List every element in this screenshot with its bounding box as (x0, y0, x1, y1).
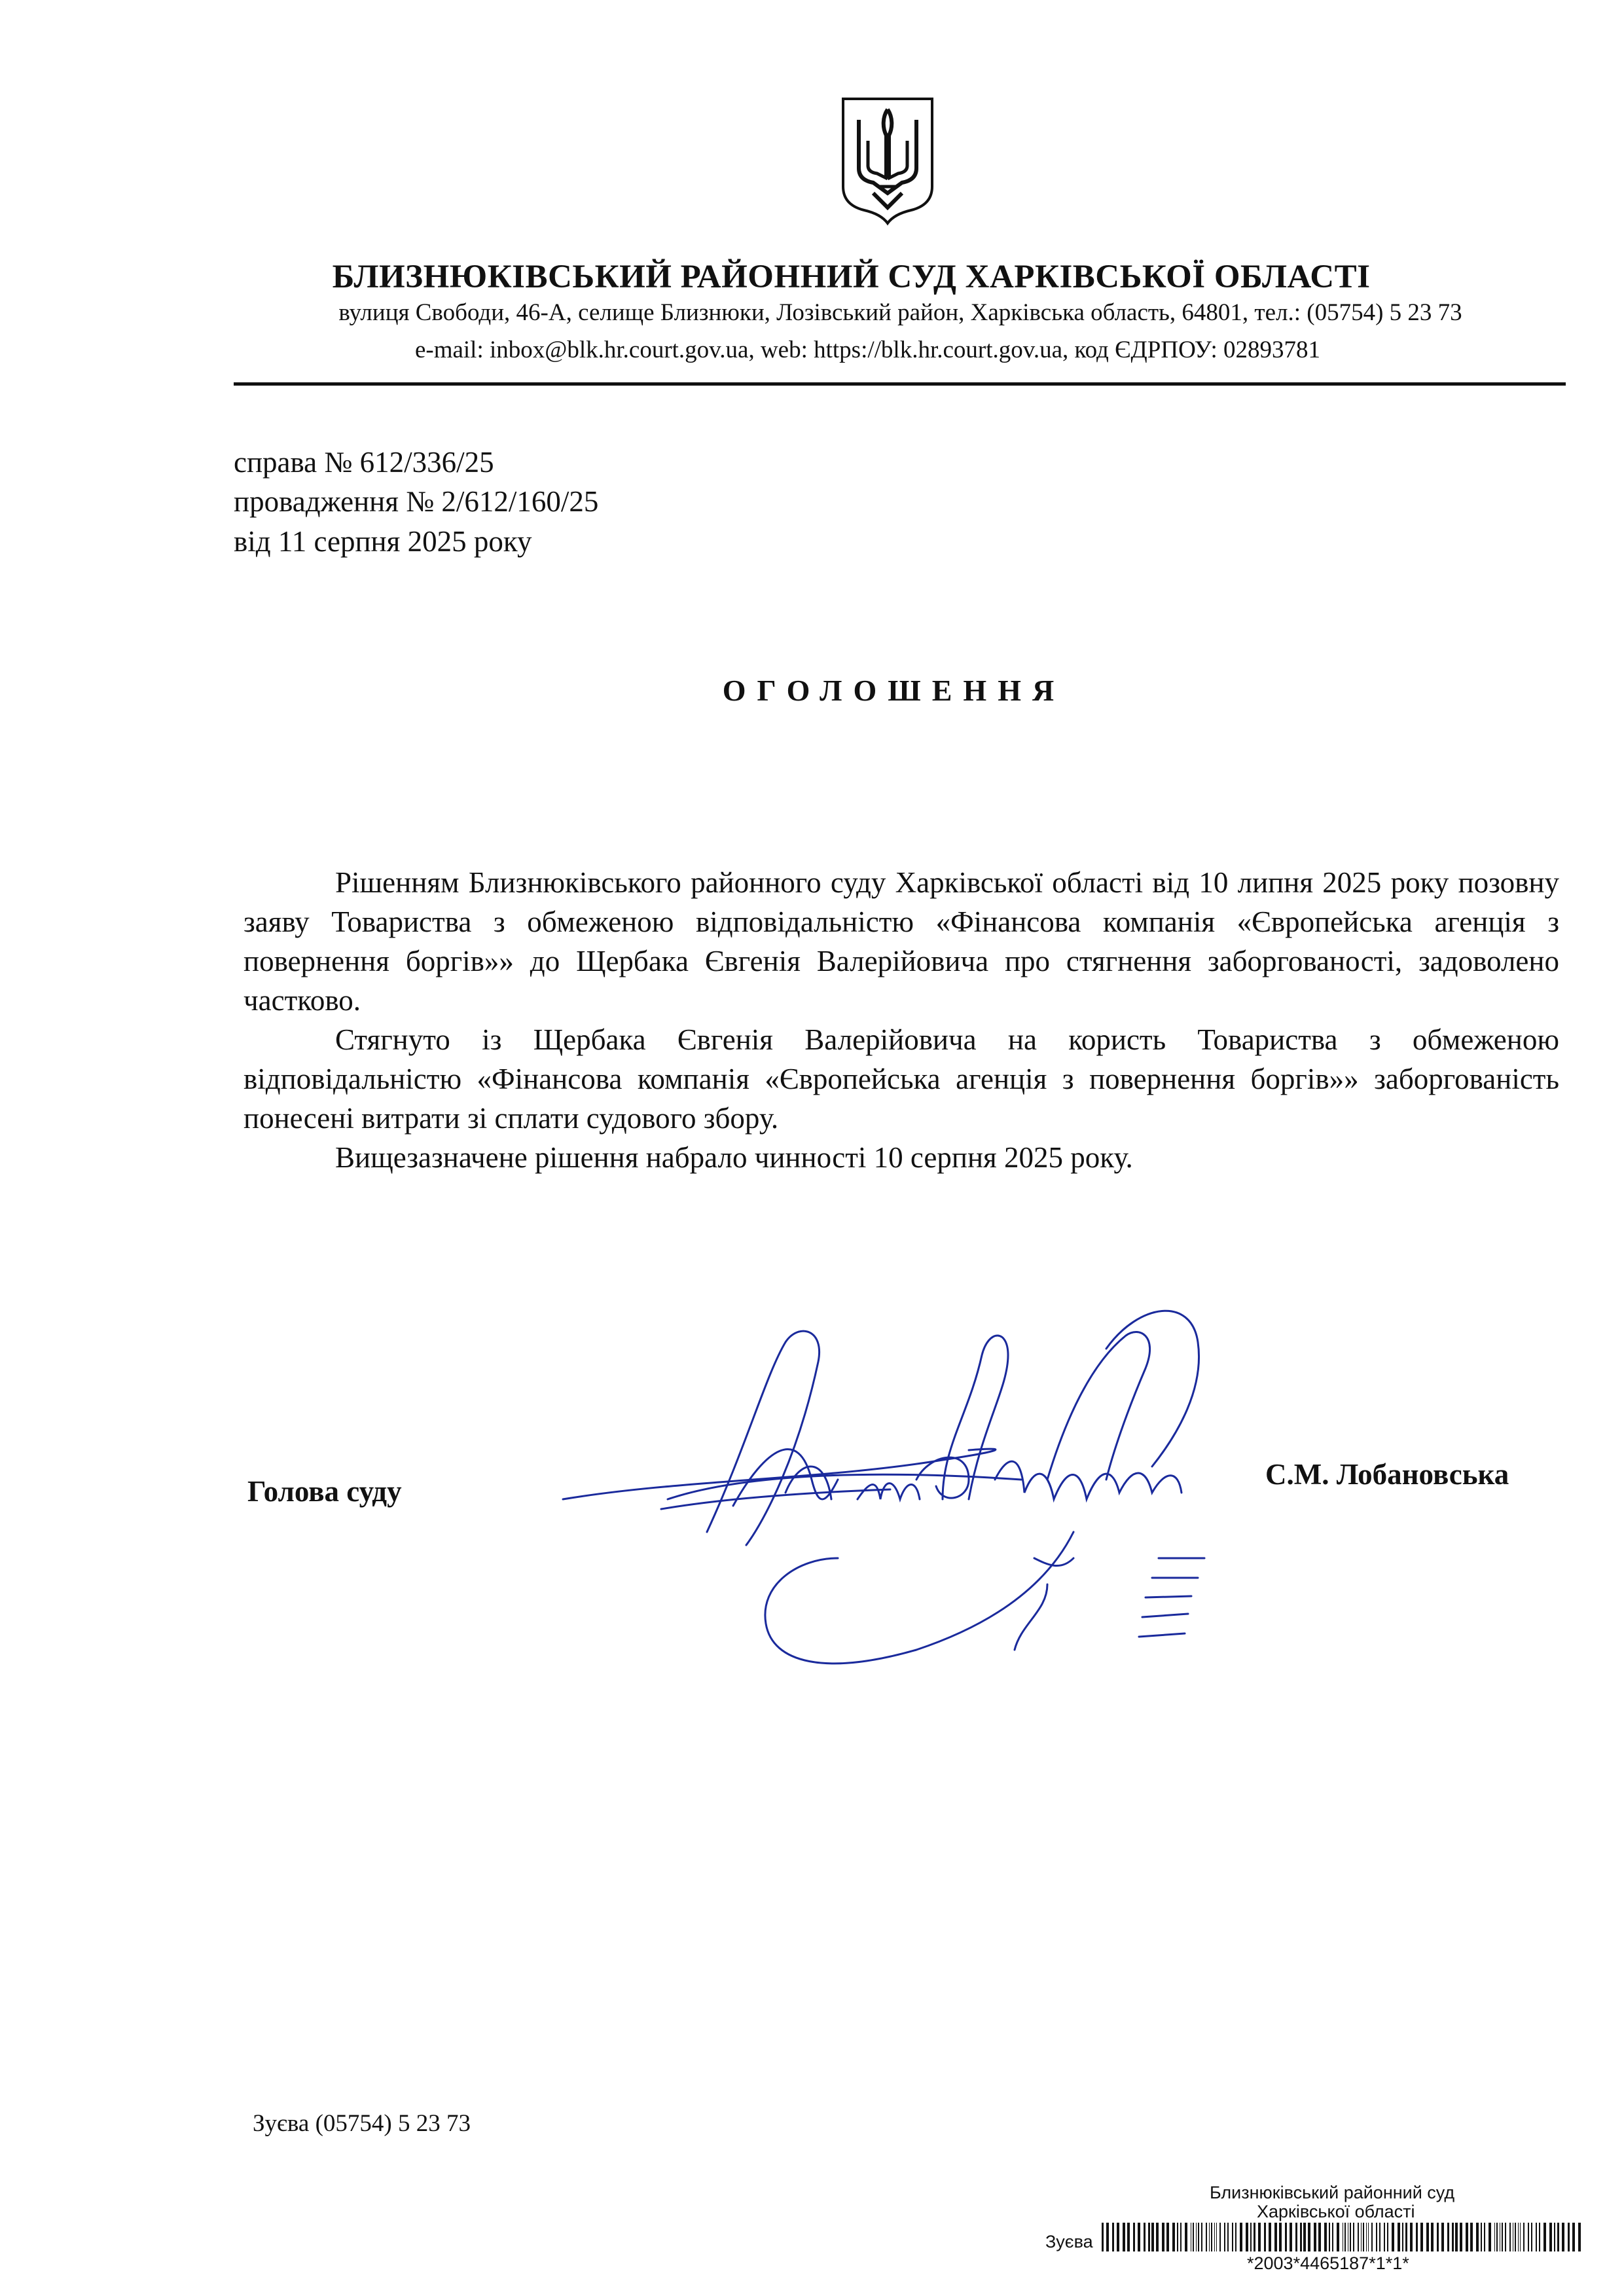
registration-stamp-court: Близнюківський районний суд (1210, 2183, 1455, 2202)
registration-stamp-executor: Зуєва (1045, 2232, 1093, 2251)
paragraph-decision: Рішенням Близнюківського районного суду Харківської області від 10 липня 2025 року позовну заяву Товариства з обмеженою відповідальністю «Фінансова компанія «Європейська агенція з повернення боргів»» до Щербака Євгенія Валерійовича про стягнення заборгованості, задоволено частково. (244, 866, 1559, 1017)
signer-title: Голова суду (247, 1475, 402, 1508)
case-number: справа № 612/336/25 (234, 446, 494, 479)
court-name: БЛИЗНЮКІВСЬКИЙ РАЙОННИЙ СУД ХАРКІВСЬКОЇ ОБЛАСТІ (332, 259, 1371, 295)
registration-stamp-region: Харківської області (1257, 2202, 1415, 2221)
signer-name: С.М. Лобановська (1265, 1458, 1509, 1491)
coat-of-arms-icon (839, 95, 936, 226)
paragraph-effective-date: Вищезазначене рішення набрало чинності 10 серпня 2025 року. (335, 1141, 1133, 1174)
barcode-icon (1102, 2223, 1581, 2251)
court-address: вулиця Свободи, 46-А, селище Близнюки, Лозівський район, Харківська область, 64801, тел.: (05754) 5 23 73 (338, 299, 1462, 326)
proceeding-number: провадження № 2/612/160/25 (234, 485, 599, 518)
barcode-number: *2003*4465187*1*1* (1247, 2253, 1409, 2273)
case-date: від 11 серпня 2025 року (234, 525, 532, 558)
document-title: ОГОЛОШЕННЯ (722, 674, 1066, 707)
court-contacts: e-mail: inbox@blk.hr.court.gov.ua, web: https://blk.hr.court.gov.ua, код ЄДРПОУ: 02893781 (414, 337, 1321, 363)
header-divider (234, 382, 1566, 386)
paragraph-recovery: Стягнуто із Щербака Євгенія Валерійовича на користь Товариства з обмеженою відповідальністю «Фінансова компанія «Європейська агенція з повернення боргів»» заборгованість понесені витрати зі сплати судового збору. (244, 1023, 1559, 1135)
executor-contact: Зуєва (05754) 5 23 73 (253, 2110, 471, 2137)
handwritten-signature (550, 1283, 1316, 1689)
announcement-body (244, 863, 1559, 1177)
